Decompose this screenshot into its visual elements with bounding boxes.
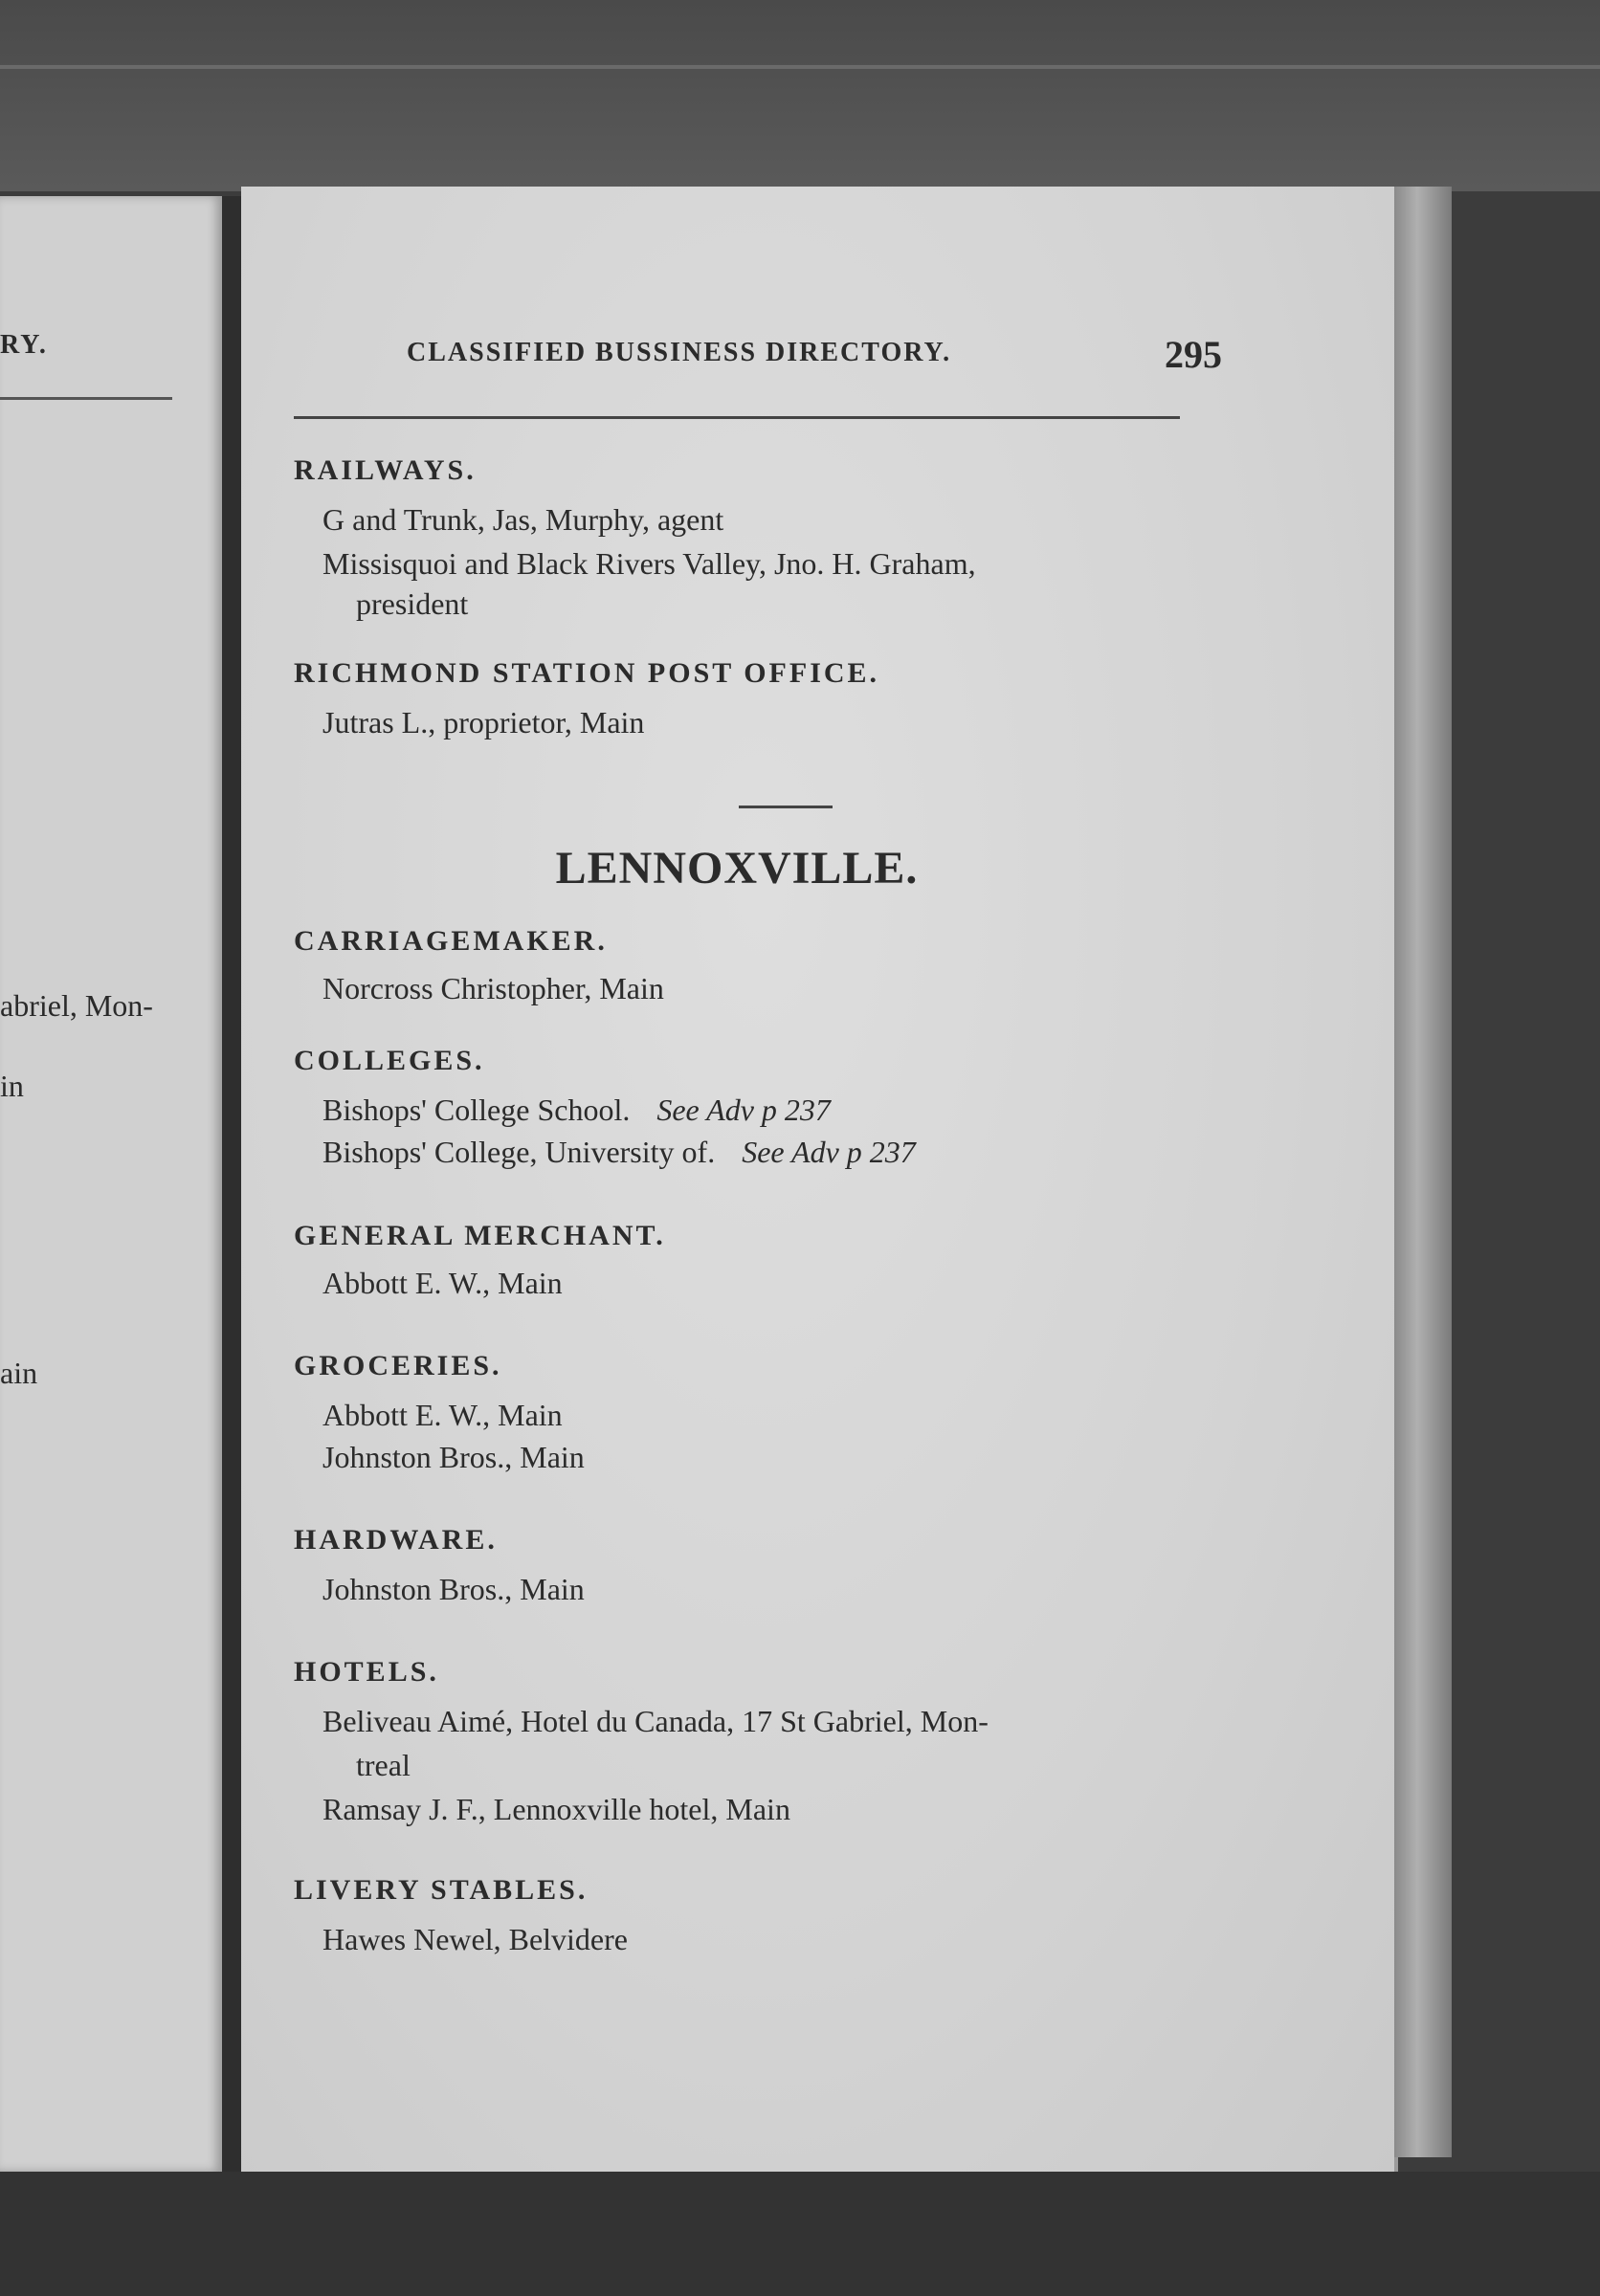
list-item: Abbott E. W., Main bbox=[322, 1398, 563, 1432]
list-item bbox=[322, 1093, 831, 1128]
left-text-fragment: abriel, Mon- bbox=[0, 988, 153, 1023]
section-heading: COLLEGES. bbox=[294, 1045, 485, 1076]
left-page bbox=[0, 196, 222, 2172]
section-heading: LIVERY STABLES. bbox=[294, 1874, 589, 1906]
section-heading: HOTELS. bbox=[294, 1656, 439, 1688]
section-heading: GENERAL MERCHANT. bbox=[294, 1220, 666, 1251]
list-item: Jutras L., proprietor, Main bbox=[322, 705, 645, 740]
section-heading: HARDWARE. bbox=[294, 1524, 498, 1556]
list-item: Ramsay J. F., Lennoxville hotel, Main bbox=[322, 1792, 790, 1826]
entry-text: Bishops' College School. bbox=[322, 1093, 631, 1127]
section-heading: GROCERIES. bbox=[294, 1350, 502, 1381]
left-running-head-fragment: RY. bbox=[0, 330, 48, 360]
list-item: Beliveau Aimé, Hotel du Canada, 17 St Gabriel, Mon- bbox=[322, 1704, 989, 1738]
left-head-rule bbox=[0, 397, 172, 400]
left-text-fragment: ain bbox=[0, 1356, 38, 1390]
head-rule bbox=[294, 416, 1180, 419]
section-heading: CARRIAGEMAKER. bbox=[294, 925, 608, 957]
running-title: CLASSIFIED BUSSINESS DIRECTORY. bbox=[407, 338, 952, 367]
advert-reference: See Adv p 237 bbox=[742, 1135, 916, 1169]
list-item bbox=[322, 1135, 916, 1170]
list-item-continuation: treal bbox=[356, 1748, 411, 1782]
book-gutter bbox=[222, 196, 241, 2172]
left-text-fragment: in bbox=[0, 1069, 24, 1103]
section-heading: RAILWAYS. bbox=[294, 454, 477, 486]
list-item: Abbott E. W., Main bbox=[322, 1266, 563, 1300]
page-number: 295 bbox=[1165, 333, 1222, 376]
backdrop-bottom bbox=[0, 2172, 1600, 2296]
list-item: Hawes Newel, Belvidere bbox=[322, 1922, 628, 1956]
directory-page bbox=[241, 187, 1394, 2172]
list-item: G and Trunk, Jas, Murphy, agent bbox=[322, 502, 724, 537]
town-heading: LENNOXVILLE. bbox=[555, 843, 919, 894]
list-item: Norcross Christopher, Main bbox=[322, 971, 664, 1005]
list-item: Johnston Bros., Main bbox=[322, 1440, 585, 1474]
running-head bbox=[294, 332, 1232, 380]
list-item: Johnston Bros., Main bbox=[322, 1572, 585, 1606]
page-edge bbox=[1394, 187, 1452, 2157]
backdrop-line bbox=[0, 65, 1600, 69]
town-divider bbox=[739, 806, 833, 808]
backdrop-top bbox=[0, 0, 1600, 191]
list-item-continuation: president bbox=[356, 586, 469, 621]
section-heading: RICHMOND STATION POST OFFICE. bbox=[294, 657, 880, 689]
entry-text: Bishops' College, University of. bbox=[322, 1135, 716, 1169]
list-item: Missisquoi and Black Rivers Valley, Jno. H. Graham, bbox=[322, 546, 976, 581]
advert-reference: See Adv p 237 bbox=[656, 1093, 831, 1127]
